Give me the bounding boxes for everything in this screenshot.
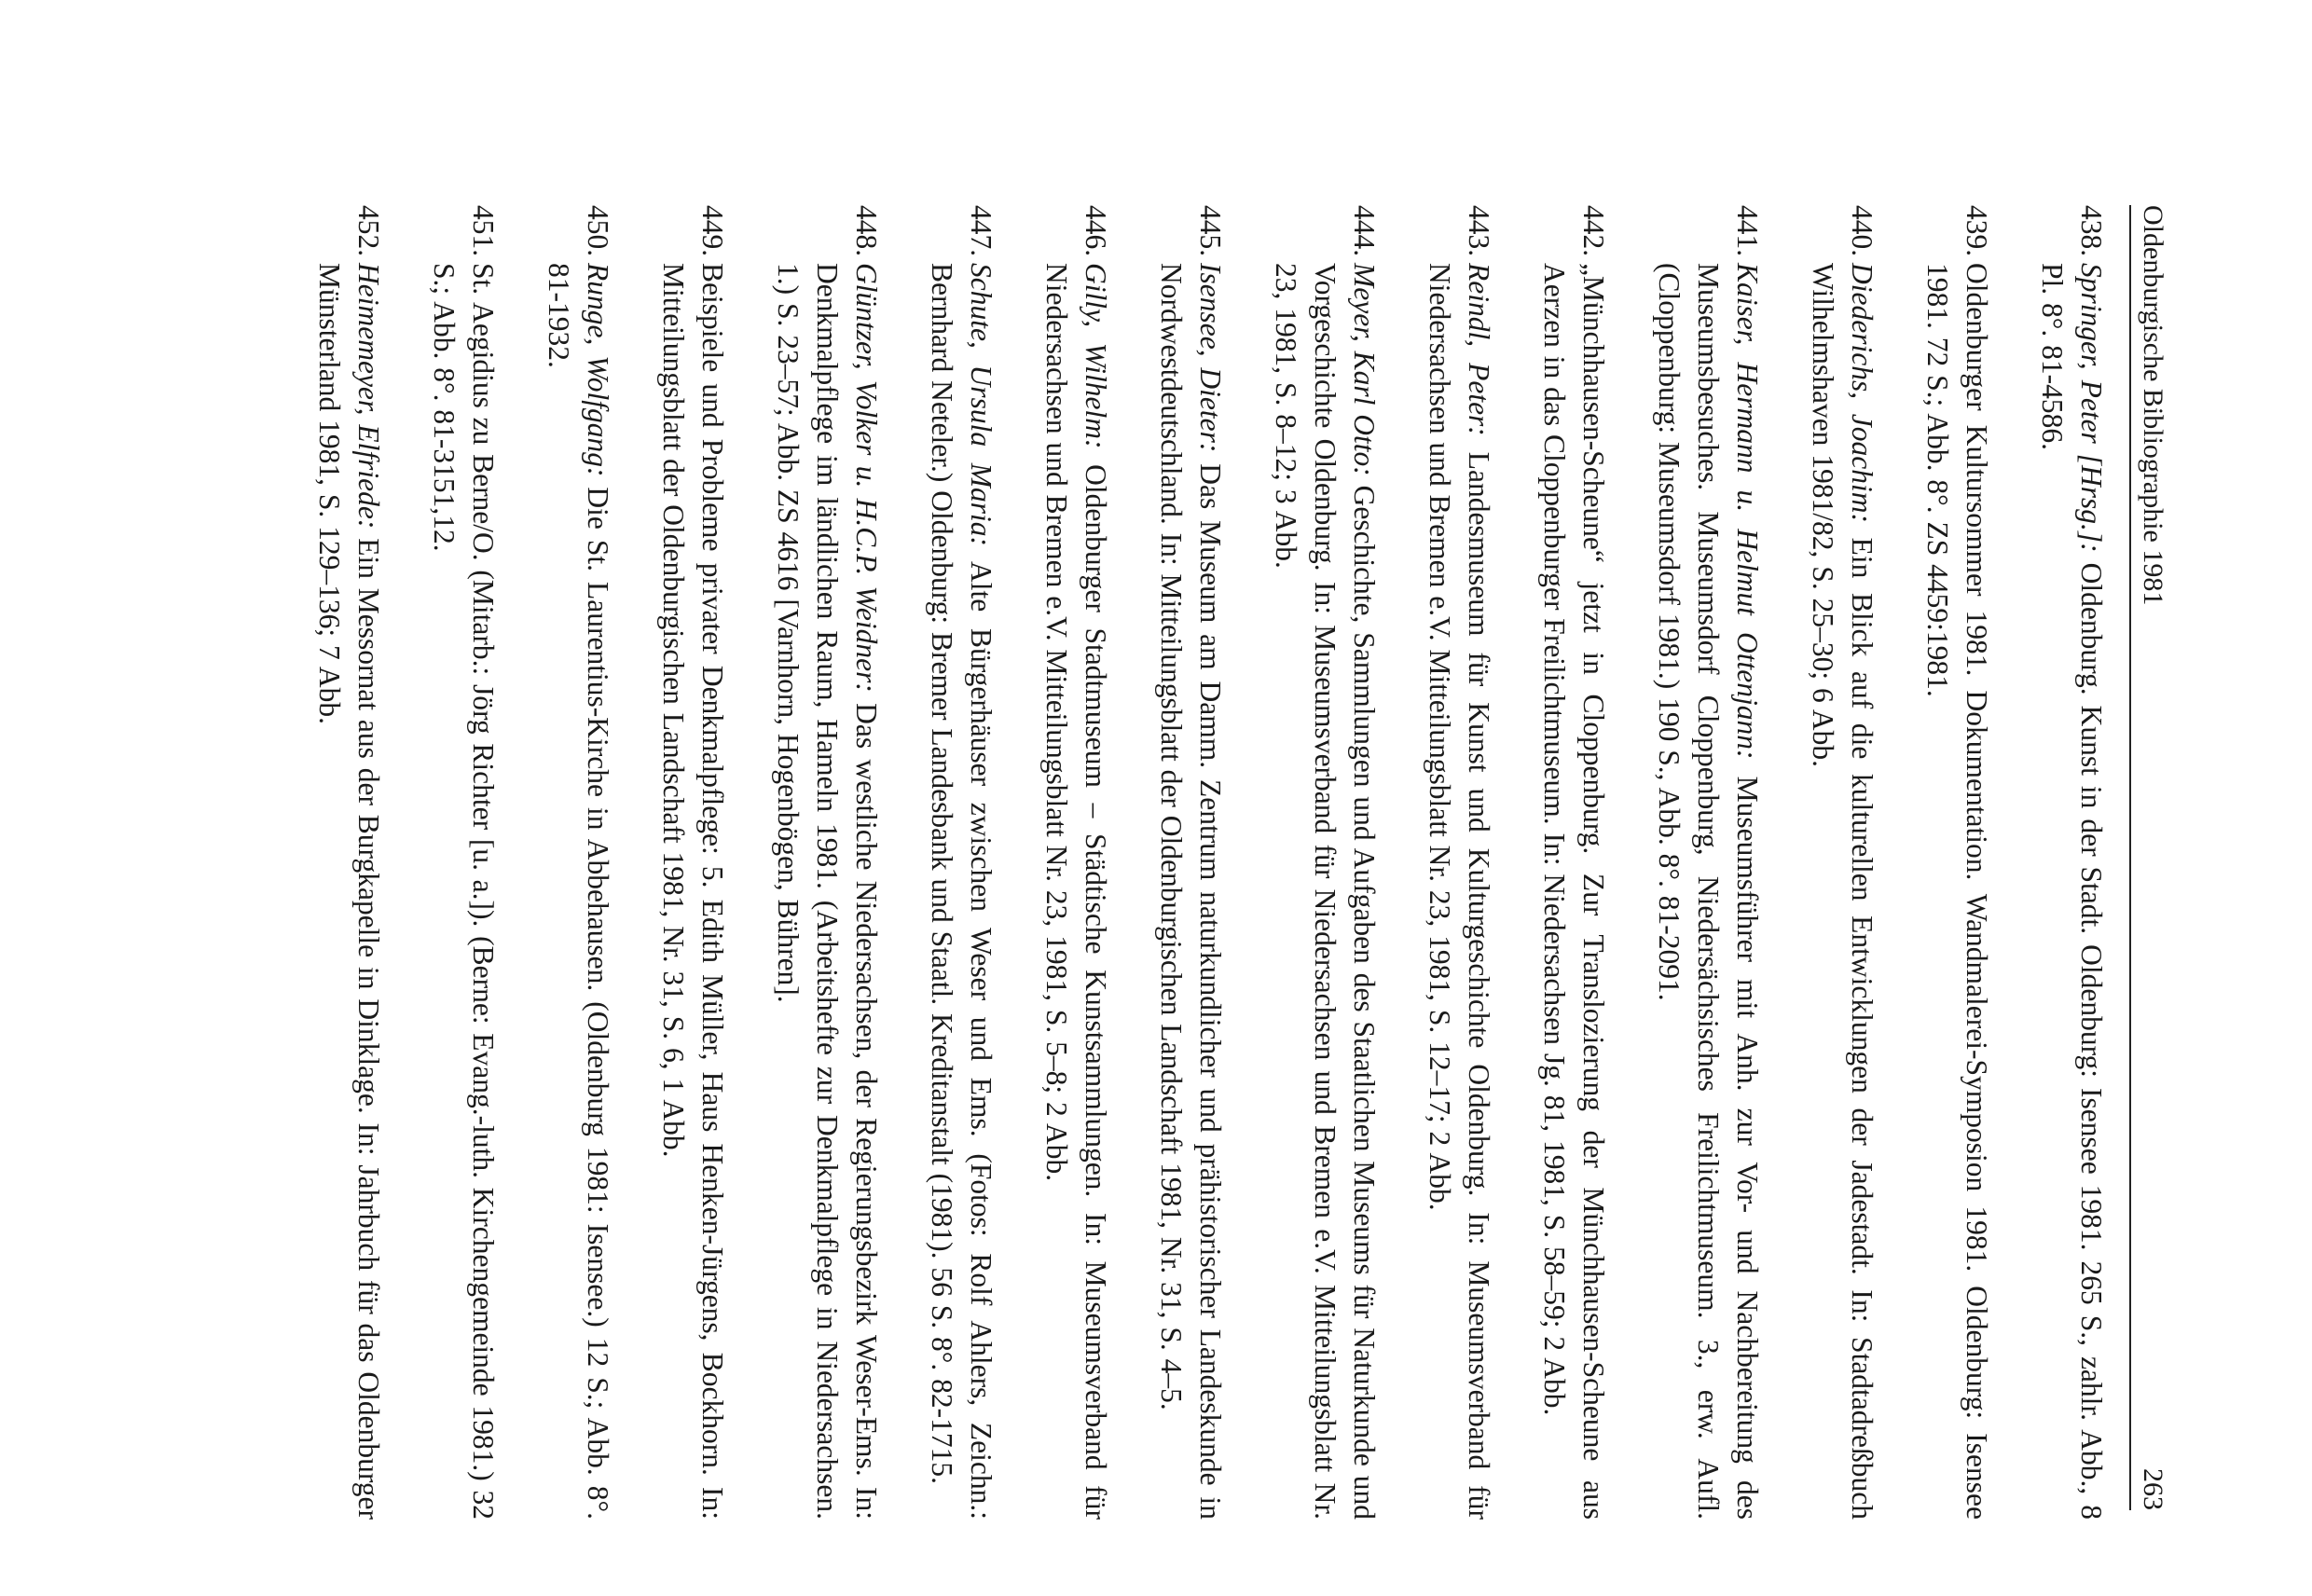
page-number: 263 [2138, 1468, 2168, 1510]
entry-number: 438. [2075, 205, 2108, 257]
bibliography-entry [1037, 205, 1115, 1520]
bibliography-entry [310, 205, 388, 1520]
bibliography-entry [1803, 205, 1881, 1520]
entry-details: Museumsführer mit Anh. zur Vor- und Nachbereitung des Museumsbesuches. Museumsdorf Cloppenburg, Niedersächsisches Freilichtmuseum. 3., erw. Aufl. (Cloppenburg: Museumsdorf 1981.) 190 S., Abb. 8°. 81-2091. [1653, 263, 1764, 1520]
entry-details: Oldenburger Kultursommer 1981. Dokumentation. Wandmalerei-Symposion 1981. Oldenburg: Isensee 1981. 72 S.; Abb. 8°. ZS 4459:1981. [1921, 263, 1993, 1520]
entry-citation [424, 263, 502, 1520]
entry-author: Kaiser, Hermann u. Helmut Ottenjann: [1731, 263, 1764, 760]
entry-number: 448. [850, 205, 883, 257]
entry-citation [539, 263, 617, 1520]
page-header [2129, 205, 2189, 1510]
entry-citation [1918, 263, 1996, 1520]
bibliography-entry [424, 205, 502, 1520]
entry-author: Diederichs, Joachim: [1846, 263, 1878, 523]
entry-citation [310, 263, 388, 1520]
bibliography-entry [1534, 205, 1613, 1520]
entry-number: 446. [1080, 205, 1112, 257]
entry-details: Das Museum am Damm. Zentrum naturkundlicher und prähistorischer Landeskunde in Nordwestdeutschland. In: Mitteilungsblatt der Oldenburgischen Landschaft 1981, Nr. 31, S. 4–5. [1155, 263, 1227, 1520]
entry-citation [768, 263, 886, 1520]
entry-number: 444. [1348, 205, 1381, 257]
entry-details: Alte Bürgerhäuser zwischen Weser und Ems. (Fotos: Rolf Ahlers, Zeichn.: Bernhard Neteler.) Oldenburg: Bremer Landesbank und Staatl. Kreditanstalt (1981). 56 S. 8°. 82-1715. [926, 263, 998, 1520]
entry-number: 450. [582, 205, 614, 257]
entry-citation [1649, 263, 1767, 1520]
bibliography-entry [654, 205, 732, 1520]
entry-number: 442. [1577, 205, 1610, 257]
entry-citation [654, 263, 732, 1520]
entry-number: 451. [467, 205, 500, 257]
entry-author: Reindl, Peter: [1463, 263, 1495, 436]
entry-number: 447. [965, 205, 998, 257]
page-title: Oldenburgische Bibliographie 1981 [2138, 205, 2168, 606]
entry-author: Isensee, Dieter: [1194, 263, 1227, 453]
bibliography-entry [1151, 205, 1230, 1520]
entry-citation [922, 263, 1000, 1520]
entry-details: „Münchhausen-Scheune“ jetzt in Cloppenburg. Zur Translozierung der Münchhausen-Scheune aus Aerzen in das Cloppenburger Freilichtmuseum. In: Niedersachsen Jg. 81, 1981, S. 58–59; 2 Abb. [1538, 263, 1610, 1520]
bibliography-entry [2032, 205, 2111, 1520]
bibliography-entry [1649, 205, 1767, 1520]
entry-number: 449. [696, 205, 729, 257]
entry-number: 441. [1731, 205, 1764, 257]
entry-citation [1803, 263, 1881, 1520]
entry-citation [1151, 263, 1230, 1520]
bibliography-entry [1918, 205, 1996, 1520]
entry-citation [1266, 263, 1383, 1520]
entry-author: Meyer, Karl Otto: [1348, 263, 1381, 476]
entry-details: Oldenburger Stadtmuseum – Städtische Kunstsammlungen. In: Museumsverband für Niedersachsen und Bremen e.V. Mitteilungsblatt Nr. 23, 1981, S. 5–8; 2 Abb. [1040, 263, 1112, 1520]
entry-author: Gilly, Wilhelm: [1080, 263, 1112, 449]
bibliography-entry [1420, 205, 1498, 1520]
bibliography-entry [1266, 205, 1383, 1520]
bibliography-entry [922, 205, 1000, 1520]
entry-citation [1534, 263, 1613, 1520]
entry-details: Beispiele und Probleme privater Denkmalpflege: 5. Edith Müller, Haus Henken-Jürgens, Bockhorn. In: Mitteilungsblatt der Oldenburgischen Landschaft 1981, Nr. 31, S. 6, 1 Abb. [657, 263, 729, 1520]
bibliography-entry [539, 205, 617, 1520]
entry-details: Ein Blick auf die kulturellen Entwicklungen der Jadestadt. In: Stadtadreßbuch Wilhelmshaven 1981/82, S. 25–30; 6 Abb. [1807, 263, 1878, 1520]
entry-number: 439. [1961, 205, 1993, 257]
entry-number: 440. [1846, 205, 1878, 257]
entry-details: Geschichte, Sammlungen und Aufgaben des Staatlichen Museums für Naturkunde und Vorgeschichte Oldenburg. In: Museumsverband für Niedersachsen und Bremen e.V. Mitteilungsblatt Nr. 23, 1981, S. 8–12; 3 Abb. [1270, 263, 1381, 1520]
entry-citation [1037, 263, 1115, 1520]
entry-number: 452. [352, 205, 385, 257]
entry-author: Heimemeyer, Elfriede: [352, 263, 385, 530]
entry-author: Runge, Wolfgang: [582, 263, 614, 477]
entry-author: Schute, Ursula Maria: [965, 263, 998, 547]
entry-details: Die St. Laurentius-Kirche in Abbehausen. (Oldenburg 1981: Isensee.) 12 S.; Abb. 8°. 81-1932. [543, 263, 614, 1520]
entry-details: St. Aegidius zu Berne/O. (Mitarb.: Jörg Richter [u. a.]). (Berne: Evang.-luth. Kirchengemeinde 1981.) 32 S.; Abb. 8°. 81-3151,12. [428, 263, 500, 1520]
entry-list [273, 205, 2111, 1520]
entry-number: 445. [1194, 205, 1227, 257]
bibliography-entry [768, 205, 886, 1520]
entry-details: Oldenburg. Kunst in der Stadt. Oldenburg: Isensee 1981. 265 S., zahlr. Abb., 8 Pl. 8°. 81-4586. [2036, 263, 2108, 1520]
entry-author: Springer, Peter [Hrsg.]: [2075, 263, 2108, 553]
entry-details: Das westliche Niedersachsen, der Regierungsbezirk Weser-Ems. In: Denkmalpflege im ländlichen Raum, Hameln 1981. (Arbeitshefte zur Denkmalpflege in Niedersachsen. 1.) S. 23–57; Abb. ZS 4616 [Varnhorn, Hogenbögen, Bühren]. [772, 263, 883, 1520]
entry-citation [1420, 263, 1498, 1520]
entry-details: Ein Messornat aus der Burgkapelle in Dinklage. In: Jahrbuch für das Oldenburger Münsterland 1981, S. 129–136; 7 Abb. [313, 263, 385, 1520]
entry-author: Glüntzer, Volker u. H.C.P. Weidner: [850, 263, 883, 693]
entry-citation [2032, 263, 2111, 1520]
entry-details: Landesmuseum für Kunst und Kulturgeschichte Oldenburg. In: Museumsverband für Niedersachsen und Bremen e.V. Mitteilungsblatt Nr. 23, 1981, S. 12–17; 2 Abb. [1424, 263, 1495, 1520]
entry-number: 443. [1463, 205, 1495, 257]
